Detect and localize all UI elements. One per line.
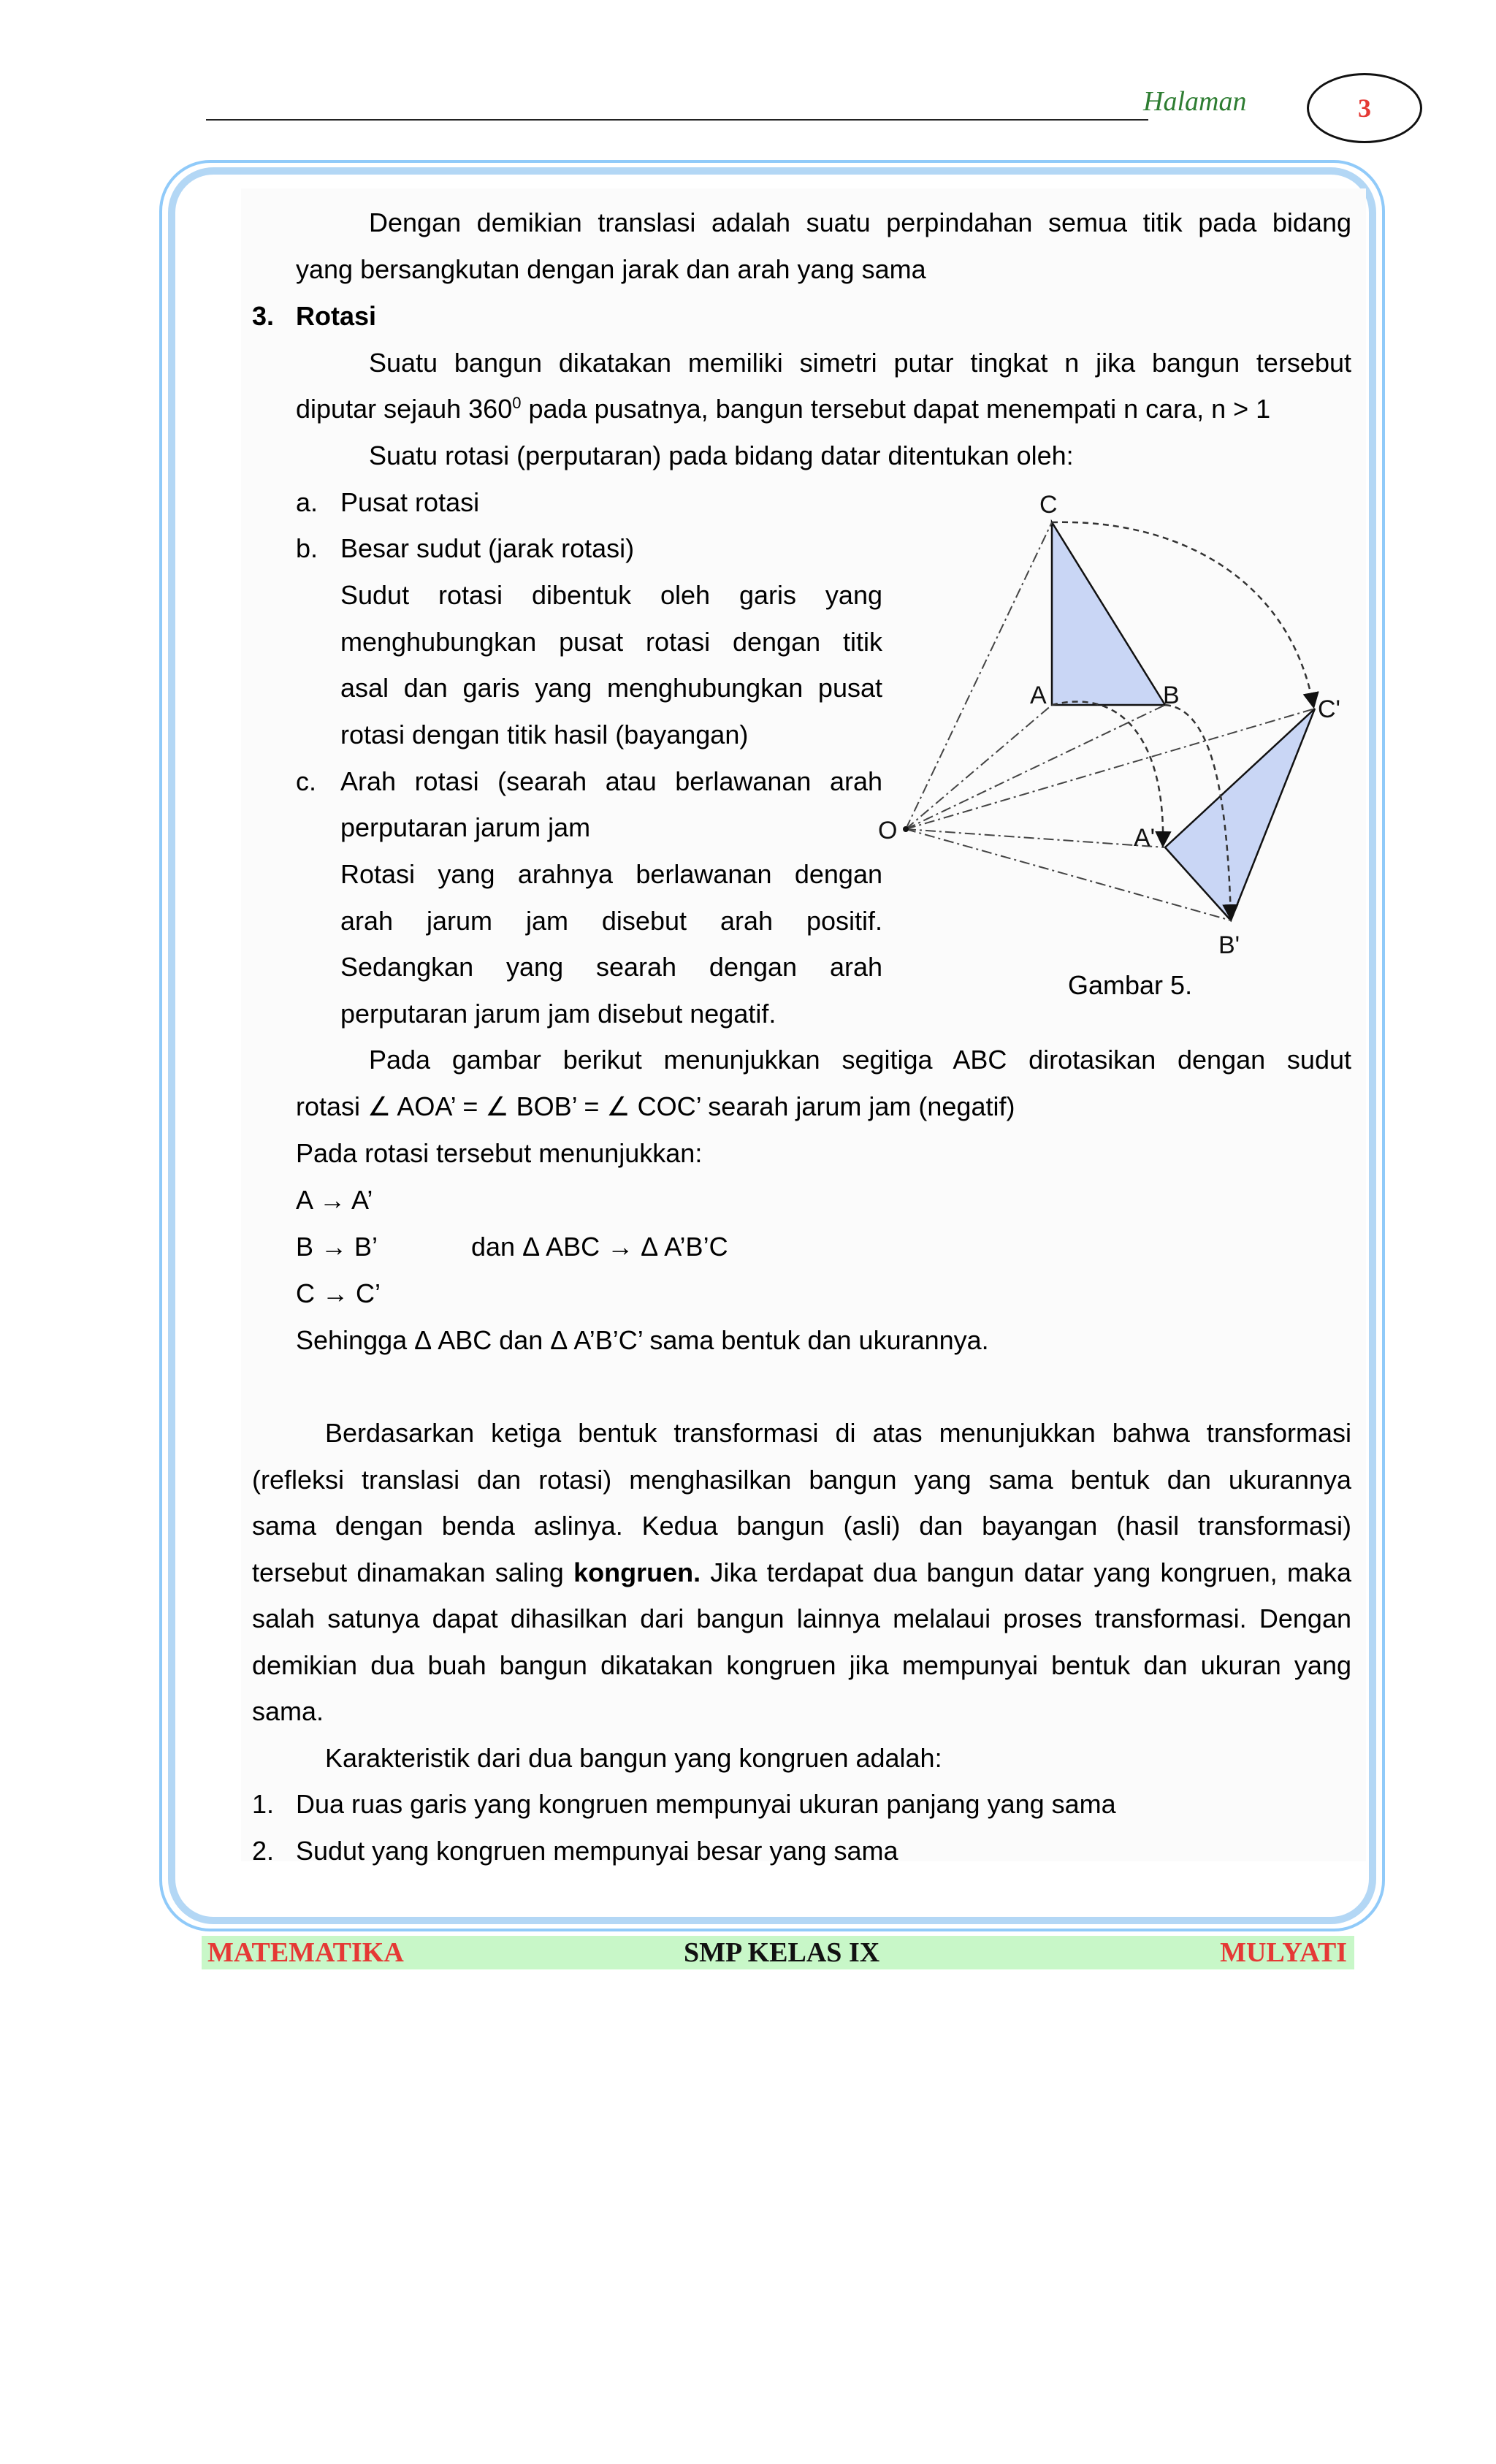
page-number-badge [1307,73,1422,143]
para-simetri-line2-end: pada pusatnya, bangun tersebut dapat menempati n cara, n > 1 [521,394,1271,424]
list-item-2-text: Sudut yang kongruen mempunyai besar yang sama [296,1836,898,1866]
label-b-prime: B' [1218,931,1240,959]
para-berdasarkan-line2: (refleksi translasi dan rotasi) menghasilkan bangun yang sama bentuk dan ukurannya [252,1465,1351,1495]
para-berdasarkan-line3: sama dengan benda aslinya. Kedua bangun (asli) dan bayangan (hasil transformasi) [252,1511,1351,1541]
label-c: C [1039,491,1058,519]
list-item-2-marker: 2. [252,1836,275,1866]
para-gambar-line1: Pada gambar berikut menunjukkan segitiga ABC dirotasikan dengan sudut [369,1045,1351,1075]
mapping-a: A → A’ [296,1185,373,1215]
label-c-prime: C' [1318,695,1341,723]
line-o-c [906,522,1052,829]
item-c-desc-line4: perputaran jarum jam disebut negatif. [340,999,776,1029]
section-title-rotasi: Rotasi [296,301,377,331]
item-c-desc-line1: Rotasi yang arahnya berlawanan dengan [340,859,882,889]
para-berdasarkan-line4 [252,1558,1351,1587]
para-berdasarkan-line6: demikian dua buah bangun dikatakan kongruen jika mempunyai bentuk dan ukuran yang [252,1650,1351,1680]
degree-superscript: 0 [512,394,522,412]
mapping-c: C → C’ [296,1278,381,1308]
footer-author: MULYATI [1220,1937,1347,1968]
para-gambar-line2: rotasi ∠ AOA’ = ∠ BOB’ = ∠ COC’ searah jarum jam (negatif) [296,1091,1015,1121]
para-simetri-line1: Suatu bangun dikatakan memiliki simetri putar tingkat n jika bangun tersebut [369,348,1351,378]
item-b-desc-line4: rotasi dengan titik hasil (bayangan) [340,720,749,750]
page-number: 3 [1358,94,1371,123]
line-o-a-prime [906,829,1165,847]
section-number: 3. [252,301,275,331]
para-berdasarkan-line7: sama. [252,1696,324,1726]
para-simetri-line2 [296,394,1270,424]
term-kongruen: kongruen. [573,1557,701,1587]
para-simetri-line2-start: diputar sejauh 360 [296,394,513,424]
triangle-abc-image [1165,709,1315,920]
para-sehingga: Sehingga Δ ABC dan Δ A’B’C’ sama bentuk dan ukurannya. [296,1325,989,1355]
footer-class: SMP KELAS IX [684,1937,880,1968]
list-item-1-marker: 1. [252,1789,275,1819]
header-halaman-label: Halaman [1143,86,1247,117]
item-c-marker: c. [296,766,317,796]
label-b: B [1163,682,1180,709]
footer-bar [202,1936,1354,1969]
label-a: A [1030,682,1047,709]
para-rotasi-intro: Suatu rotasi (perputaran) pada bidang datar ditentukan oleh: [369,440,1074,470]
rotation-diagram [869,489,1344,972]
item-c-desc-line2: arah jarum jam disebut arah positif. [340,906,882,936]
header-rule [206,119,1148,121]
para-translasi-line2: yang bersangkutan dengan jarak dan arah yang sama [296,254,926,284]
item-a-text: Pusat rotasi [340,487,480,517]
item-c-text-line1: Arah rotasi (searah atau berlawanan arah [340,766,882,796]
list-item-1-text: Dua ruas garis yang kongruen mempunyai ukuran panjang yang sama [296,1789,1116,1819]
para-berdasarkan-line4-start: tersebut dinamakan saling [252,1557,574,1587]
para-karakteristik: Karakteristik dari dua bangun yang kongruen adalah: [325,1743,942,1773]
para-berdasarkan-line4-end: Jika terdapat dua bangun datar yang kongruen, maka [701,1557,1351,1587]
rotation-figure [869,489,1344,972]
para-translasi-line1: Dengan demikian translasi adalah suatu perpindahan semua titik pada bidang [369,207,1351,237]
footer-subject: MATEMATIKA [207,1937,404,1968]
arc-a-to-a-prime [1052,701,1163,844]
mapping-b: B → B’ [296,1232,378,1262]
para-berdasarkan-line1: Berdasarkan ketiga bentuk transformasi di atas menunjukkan bahwa transformasi [325,1418,1351,1448]
item-b-text: Besar sudut (jarak rotasi) [340,533,635,563]
item-b-desc-line2: menghubungkan pusat rotasi dengan titik [340,627,882,657]
item-b-desc-line1: Sudut rotasi dibentuk oleh garis yang [340,580,882,610]
line-o-a [906,705,1052,829]
label-o: O [878,817,898,844]
para-pada-rotasi: Pada rotasi tersebut menunjukkan: [296,1138,703,1168]
label-a-prime: A' [1134,824,1156,852]
figure-caption: Gambar 5. [1068,970,1193,1000]
item-a-marker: a. [296,487,318,517]
line-o-b [906,705,1165,829]
item-b-desc-line3: asal dan garis yang menghubungkan pusat [340,673,882,703]
item-c-desc-line3: Sedangkan yang searah dengan arah [340,952,882,982]
item-c-text-line2: perputaran jarum jam [340,812,591,842]
mapping-triangle: dan Δ ABC → Δ A’B’C [471,1232,728,1262]
triangle-abc [1052,522,1165,705]
item-b-marker: b. [296,533,318,563]
para-berdasarkan-line5: salah satunya dapat dihasilkan dari bangun lainnya melalaui proses transformasi. Dengan [252,1603,1351,1633]
center-point-o [903,826,909,832]
